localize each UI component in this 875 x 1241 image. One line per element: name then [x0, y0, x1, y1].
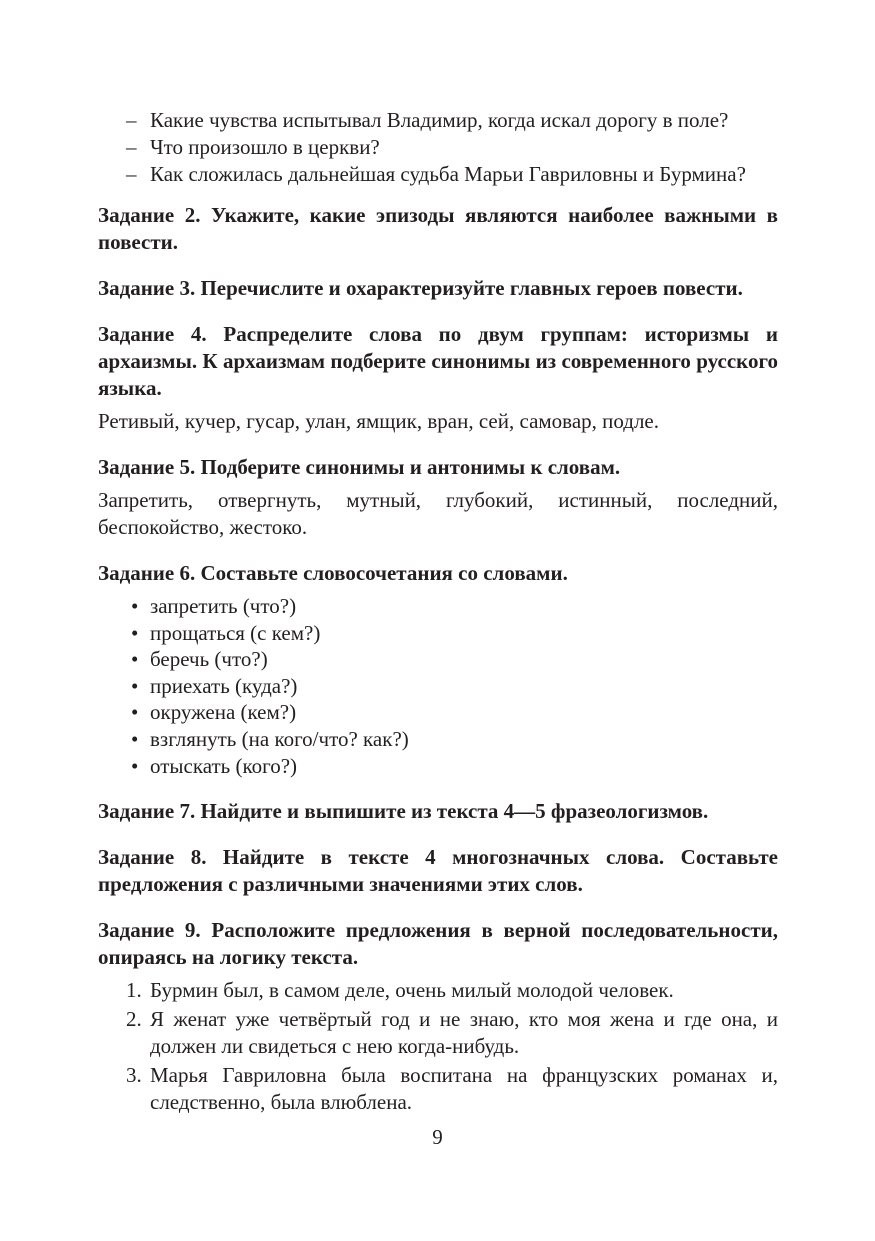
intro-question-list	[98, 107, 778, 188]
task-8-title: Задание 8. Найдите в тексте 4 многозначных слова. Составьте предложения с различными значениями этих слов.	[98, 845, 778, 897]
page-content	[98, 107, 778, 1118]
bullet-marker: •	[131, 620, 139, 645]
dash-marker: –	[126, 162, 137, 186]
number-marker: 1.	[126, 978, 142, 1003]
list-item: • запретить (что?)	[131, 594, 297, 618]
list-item: – Какие чувства испытывал Владимир, когда искал дорогу в поле?	[126, 108, 729, 132]
list-item: • отыскать (кого?)	[131, 753, 298, 778]
task-7-title: Задание 7. Найдите и выпишите из текста 4—5 фразеологизмов.	[98, 799, 709, 824]
list-item: • прощаться (с кем?)	[131, 620, 321, 645]
task-2-title: Задание 2. Укажите, какие эпизоды являются наиболее важными в повести.	[98, 203, 778, 254]
list-item: • беречь (что?)	[131, 647, 268, 672]
dash-marker: –	[126, 108, 137, 132]
bullet-marker: •	[131, 673, 139, 698]
list-item: – Как сложилась дальнейшая судьба Марьи Гавриловны и Бурмина?	[126, 162, 746, 186]
task-6-title: Задание 6. Составьте словосочетания со словами.	[98, 561, 568, 585]
list-item: 2. Я женат уже четвёртый год и не знаю, кто моя жена и где она, и должен ли свидеться с нею когда-нибудь.	[126, 1007, 778, 1059]
task-3-title: Задание 3. Перечислите и охарактеризуйте главных героев повести.	[98, 276, 743, 300]
list-item: – Что произошло в церкви?	[126, 135, 380, 159]
list-item: • приехать (куда?)	[131, 673, 298, 698]
number-marker: 3.	[126, 1063, 142, 1088]
bullet-marker: •	[131, 700, 139, 725]
task-9-title: Задание 9. Расположите предложения в верной последовательности, опираясь на логику текста.	[98, 918, 778, 970]
task-5-title: Задание 5. Подберите синонимы и антонимы к словам.	[98, 455, 621, 479]
task-5-body: Запретить, отвергнуть, мутный, глубокий, истинный, последний, беспокойство, жестоко.	[98, 488, 778, 539]
list-item: • взглянуть (на кого/что? как?)	[131, 726, 409, 751]
task-4-body: Ретивый, кучер, гусар, улан, ямщик, вран, сей, самовар, подле.	[98, 409, 660, 433]
bullet-marker: •	[131, 753, 139, 778]
number-marker: 2.	[126, 1007, 142, 1032]
bullet-marker: •	[131, 647, 139, 672]
task-9-list	[98, 977, 778, 1116]
list-item: • окружена (кем?)	[131, 700, 297, 725]
list-item: 1. Бурмин был, в самом деле, очень милый молодой человек.	[126, 978, 674, 1003]
dash-marker: –	[126, 135, 137, 159]
bullet-marker: •	[131, 726, 139, 751]
task-4-title: Задание 4. Распределите слова по двум группам: историзмы и архаизмы. К архаизмам подберите синонимы из современного русского языка.	[98, 322, 778, 400]
task-6-list	[98, 593, 778, 779]
list-item: 3. Марья Гавриловна была воспитана на французских романах и, следственно, была влюблена.	[126, 1063, 778, 1115]
bullet-marker: •	[131, 594, 139, 618]
page-number: 9	[432, 1125, 443, 1149]
